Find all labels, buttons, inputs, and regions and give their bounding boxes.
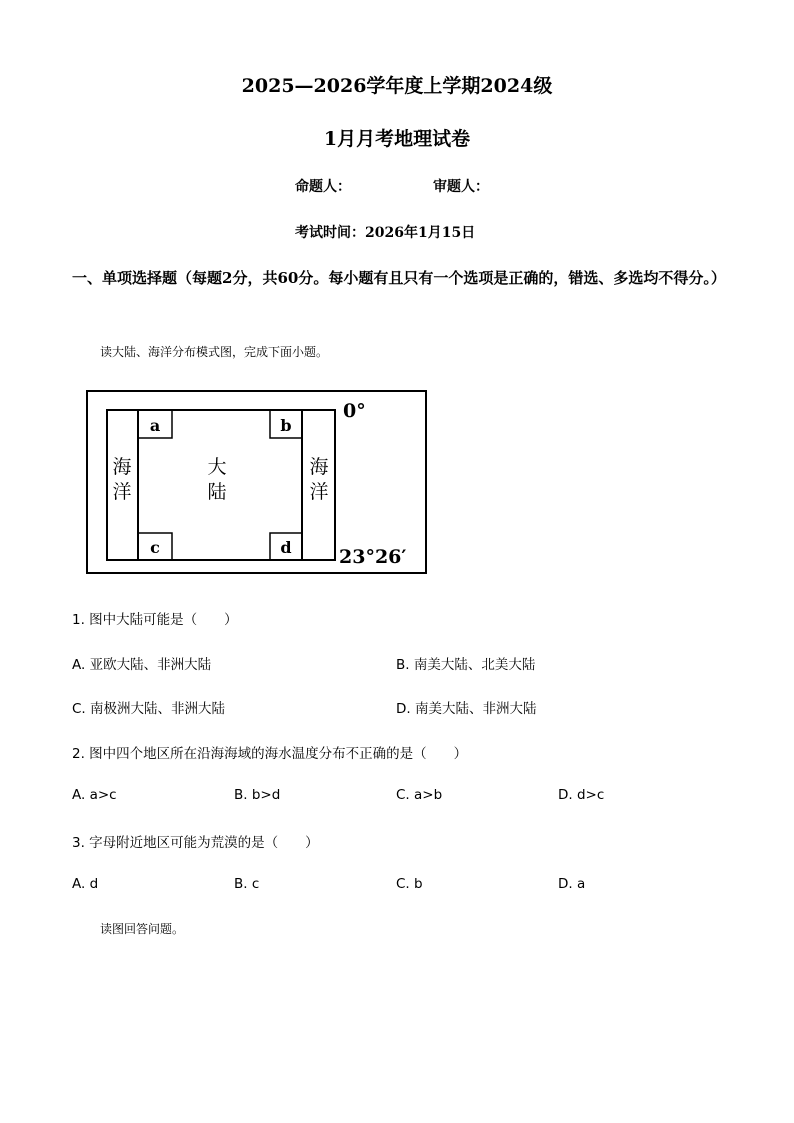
question-2-option-a: A. a>c — [72, 787, 117, 803]
question-2-stem: 2. 图中四个地区所在沿海海域的海水温度分布不正确的是（ ） — [72, 746, 468, 762]
question-1-option-b: B. 南美大陆、北美大陆 — [396, 657, 536, 673]
exam-time: 考试时间：2026年1月15日 — [295, 225, 476, 241]
continent-ocean-diagram — [86, 390, 428, 576]
question-3-option-d: D. a — [558, 876, 586, 892]
question-1-option-a: A. 亚欧大陆、非洲大陆 — [72, 657, 212, 673]
section-heading: 一、单项选择题（每题2分，共60分。每小题有且只有一个选项是正确的，错选、多选均不得分。） — [72, 269, 726, 287]
passage-intro: 读大陆、海洋分布模式图，完成下面小题。 — [100, 345, 329, 359]
label-b: b — [280, 416, 292, 435]
passage2-intro: 读图回答问题。 — [100, 922, 185, 936]
latitude-label-tropic: 23°26′ — [339, 546, 407, 568]
question-3-option-c: C. b — [396, 876, 423, 892]
ocean-west-bottom: 洋 — [112, 481, 132, 503]
question-2-option-c: C. a>b — [396, 787, 443, 803]
ocean-east-top: 海 — [309, 456, 329, 478]
continent-label-top: 大 — [207, 456, 227, 478]
question-2-option-b: B. b>d — [234, 787, 281, 803]
ocean-east-bottom: 洋 — [309, 481, 329, 503]
label-a: a — [149, 416, 161, 435]
ocean-west-top: 海 — [112, 456, 132, 478]
question-1-option-d: D. 南美大陆、非洲大陆 — [396, 701, 537, 717]
question-2-option-d: D. d>c — [558, 787, 605, 803]
exam-title-line1: 2025—2026学年度上学期2024级 — [241, 75, 553, 97]
question-1-option-c: C. 南极洲大陆、非洲大陆 — [72, 701, 226, 717]
author-label: 命题人： — [295, 179, 351, 195]
label-d: d — [280, 538, 292, 557]
question-3-option-a: A. d — [72, 876, 99, 892]
question-3-option-b: B. c — [234, 876, 260, 892]
authors-line — [295, 176, 489, 196]
latitude-label-equator: 0° — [343, 400, 366, 422]
continent-label-bottom: 陆 — [207, 481, 227, 503]
question-3-stem: 3. 字母附近地区可能为荒漠的是（ ） — [72, 835, 319, 851]
label-c: c — [150, 538, 160, 557]
exam-title-line2: 1月月考地理试卷 — [323, 128, 471, 150]
reviewer-label: 审题人： — [433, 179, 489, 195]
question-1-stem: 1. 图中大陆可能是（ ） — [72, 612, 238, 628]
